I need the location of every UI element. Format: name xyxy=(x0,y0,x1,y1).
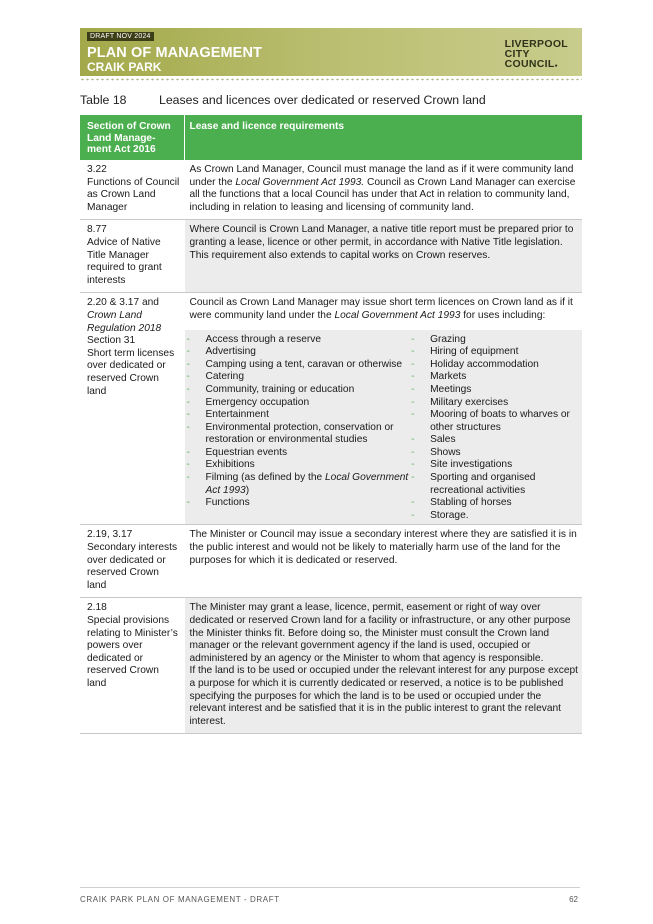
document-title: PLAN OF MANAGEMENT xyxy=(87,45,262,61)
use-label: Stabling of horses xyxy=(430,497,512,509)
dash-bullet-icon: - xyxy=(186,383,190,395)
act-reference: Local Government Act 1993 xyxy=(334,309,461,321)
draft-tag: DRAFT NOV 2024 xyxy=(87,32,154,41)
use-list-item xyxy=(186,371,415,384)
section-number: 8.77 xyxy=(87,224,107,236)
use-label: Markets xyxy=(430,371,467,383)
dash-bullet-icon: - xyxy=(411,509,415,521)
dash-bullet-icon: - xyxy=(186,472,190,484)
requirement-text-cont: Council as Crown Land Manager can exercise all the functions that a local Council has under that Act in relation to community land, including in relation to leasing and licensing of community land. xyxy=(189,176,576,213)
dash-bullet-icon: - xyxy=(411,333,415,345)
table-row xyxy=(80,598,582,734)
requirement-cell xyxy=(184,220,582,293)
footer-divider xyxy=(80,887,580,888)
logo-line-1: LIVERPOOL xyxy=(504,38,568,50)
requirement-paragraph-2: If the land is to be used or occupied under the relevant interest for any purpose except a purpose for which it is currently dedicated or reserved, a notice is to be published specifying the purposes for which the land is to be used or occupied under the relevant interest and be satisfied that it is in the public interest to grant the relevant interest. xyxy=(189,665,578,727)
use-label-end: ) xyxy=(245,484,250,496)
table-row xyxy=(80,160,582,220)
dash-bullet-icon: - xyxy=(411,409,415,421)
uses-list-left xyxy=(186,333,415,523)
dash-bullet-icon: - xyxy=(411,472,415,484)
leases-table xyxy=(80,115,582,734)
requirement-cell xyxy=(184,525,582,598)
use-label: Site investigations xyxy=(430,459,513,471)
use-list-item xyxy=(411,334,578,347)
dash-bullet-icon: - xyxy=(186,371,190,383)
requirement-text-cont: for uses including: xyxy=(460,309,546,321)
use-label: Sporting and organised recreational activities xyxy=(430,472,536,496)
table-row xyxy=(80,525,582,598)
use-label: Holiday accommodation xyxy=(430,358,539,370)
section-cell xyxy=(80,160,184,220)
section-subsection: Section 31 xyxy=(87,335,136,347)
use-list-item xyxy=(186,409,415,422)
section-title: Advice of Native Title Manager required to grant interests xyxy=(87,236,162,286)
section-cell xyxy=(80,525,184,598)
use-list-item xyxy=(411,371,578,384)
page-number: 62 xyxy=(569,895,578,904)
dash-bullet-icon: - xyxy=(411,459,415,471)
use-list-item xyxy=(411,384,578,397)
dash-bullet-icon: - xyxy=(411,358,415,370)
section-cell xyxy=(80,220,184,293)
dash-bullet-icon: - xyxy=(411,371,415,383)
dash-bullet-icon: - xyxy=(186,358,190,370)
table-row xyxy=(80,220,582,293)
requirement-cell xyxy=(184,160,582,220)
use-list-item xyxy=(186,396,415,410)
use-list-item xyxy=(411,346,578,359)
table-number: Table 18 xyxy=(80,93,127,107)
use-label: Advertising xyxy=(205,346,256,358)
dash-bullet-icon: - xyxy=(411,346,415,358)
use-label: Access through a reserve xyxy=(205,333,322,345)
dash-bullet-icon: - xyxy=(411,396,415,408)
section-cell xyxy=(80,293,184,525)
permitted-uses-lists xyxy=(185,330,583,525)
table-title: Leases and licences over dedicated or reserved Crown land xyxy=(159,93,486,107)
use-label: Mooring of boats to wharves or other structures xyxy=(430,409,570,433)
use-label: Functions xyxy=(205,497,250,509)
dash-bullet-icon: - xyxy=(411,383,415,395)
uses-list-right xyxy=(411,334,578,523)
dash-bullet-icon: - xyxy=(186,396,190,408)
use-list-item xyxy=(411,359,578,372)
use-label: Military exercises xyxy=(430,396,509,408)
requirement-text: Where Council is Crown Land Manager, a native title report must be prepared prior to granting a lease, licence or other permit, in accordance with Native Title legislation. This requirement also extends to capital works on Crown reserves. xyxy=(189,224,574,261)
use-label: Storage. xyxy=(430,509,469,521)
use-list-item xyxy=(411,447,578,460)
requirement-text: As Crown Land Manager, Council must manage the land as if it were community land under the xyxy=(189,164,574,188)
requirement-paragraph-1: The Minister may grant a lease, licence, permit, easement or right of way over dedicated or reserved Crown land for a facility or infrastructure, or any other purpose the Minister thinks fit. Before doing so, the Minister must consult the Crown land manager or the relevant government agency if the land is used, occupied or administered by an agency or the Minister to whom that agency is responsible. xyxy=(189,602,571,664)
column-header-requirements: Lease and licence requirements xyxy=(184,115,582,160)
table-caption xyxy=(80,93,486,107)
use-list-item xyxy=(186,446,415,460)
act-reference: Local Government Act 1993 xyxy=(205,472,409,496)
requirement-cell xyxy=(184,598,582,734)
use-label: Exhibitions xyxy=(205,459,255,471)
use-list-item xyxy=(411,409,578,434)
use-label: Community, training or education xyxy=(205,383,355,395)
section-title: Short term licenses over dedicated or reserved Crown land xyxy=(87,347,175,397)
dash-bullet-icon: - xyxy=(186,346,190,358)
use-label: Camping using a tent, caravan or otherwise xyxy=(205,358,402,370)
use-label: Equestrian events xyxy=(205,446,288,458)
use-list-item xyxy=(186,358,415,372)
section-number: 2.20 & 3.17 and xyxy=(87,297,159,309)
dash-bullet-icon: - xyxy=(186,333,190,345)
dash-bullet-icon: - xyxy=(186,497,190,509)
footer-text: CRAIK PARK PLAN OF MANAGEMENT - DRAFT xyxy=(80,895,280,904)
dash-bullet-icon: - xyxy=(411,446,415,458)
use-list-item xyxy=(186,459,415,472)
dash-bullet-icon: - xyxy=(186,446,190,458)
section-title: Secondary interests over dedicated or reserved Crown land xyxy=(87,542,178,591)
use-label: Sales xyxy=(430,434,456,446)
table-row xyxy=(80,293,582,525)
header-banner xyxy=(80,28,582,76)
council-logo xyxy=(505,39,568,71)
use-list-item xyxy=(411,397,578,410)
use-list-item xyxy=(186,421,415,447)
use-label: Environmental protection, conservation or restoration or environmental studies xyxy=(205,421,394,446)
logo-line-3: COUNCIL xyxy=(504,58,555,70)
use-label: Hiring of equipment xyxy=(430,346,519,358)
use-list-item xyxy=(411,434,578,447)
logo-line-2: CITY xyxy=(504,48,530,60)
use-list-item xyxy=(411,510,578,523)
use-label: Shows xyxy=(430,446,461,458)
dash-bullet-icon: - xyxy=(411,434,415,446)
section-number: 3.22 xyxy=(87,164,107,175)
section-number: 2.19, 3.17 xyxy=(87,529,133,541)
use-label: Catering xyxy=(205,371,245,383)
dash-bullet-icon: - xyxy=(411,497,415,509)
use-label: Entertainment xyxy=(205,409,269,421)
use-label: Meetings xyxy=(430,383,472,395)
section-title: Functions of Council as Crown Land Manager xyxy=(87,176,180,213)
requirement-cell xyxy=(184,293,582,525)
dash-bullet-icon: - xyxy=(186,421,190,433)
dash-bullet-icon: - xyxy=(186,459,190,471)
requirement-text: The Minister or Council may issue a secondary interest where they are satisfied it is in the public interest and would not be likely to materially harm use of the land for the purposes for which it is dedicated or reserved. xyxy=(189,529,577,566)
use-list-item xyxy=(186,346,415,359)
use-list-item xyxy=(186,383,415,397)
act-reference: Local Government Act 1993. xyxy=(235,176,365,188)
use-list-item xyxy=(411,497,578,510)
use-label: Filming (as defined by the xyxy=(205,472,325,484)
document-subtitle: CRAIK PARK xyxy=(87,60,162,74)
column-header-section: Section of Crown Land Manage-ment Act 2016 xyxy=(80,115,184,160)
use-list-item xyxy=(411,472,578,497)
use-list-item xyxy=(186,333,415,347)
section-number: 2.18 xyxy=(87,602,107,614)
use-label: Grazing xyxy=(430,333,466,345)
section-title: Special provisions relating to Minister’s powers over dedicated or reserved Crown land xyxy=(87,615,178,689)
use-list-item xyxy=(411,459,578,472)
dash-bullet-icon: - xyxy=(186,409,190,421)
use-list-item xyxy=(186,472,415,497)
use-list-item xyxy=(186,497,415,510)
regulation-reference: Crown Land Regulation 2018 xyxy=(87,309,162,334)
requirement-text: Council as Crown Land Manager may issue short term licences on Crown land as if it were community land under the xyxy=(189,297,573,321)
table-header-row xyxy=(80,115,582,160)
logo-dot-icon: ● xyxy=(554,63,558,69)
banner-dotted-divider xyxy=(80,78,582,81)
section-cell xyxy=(80,598,184,734)
use-label: Emergency occupation xyxy=(205,396,310,408)
